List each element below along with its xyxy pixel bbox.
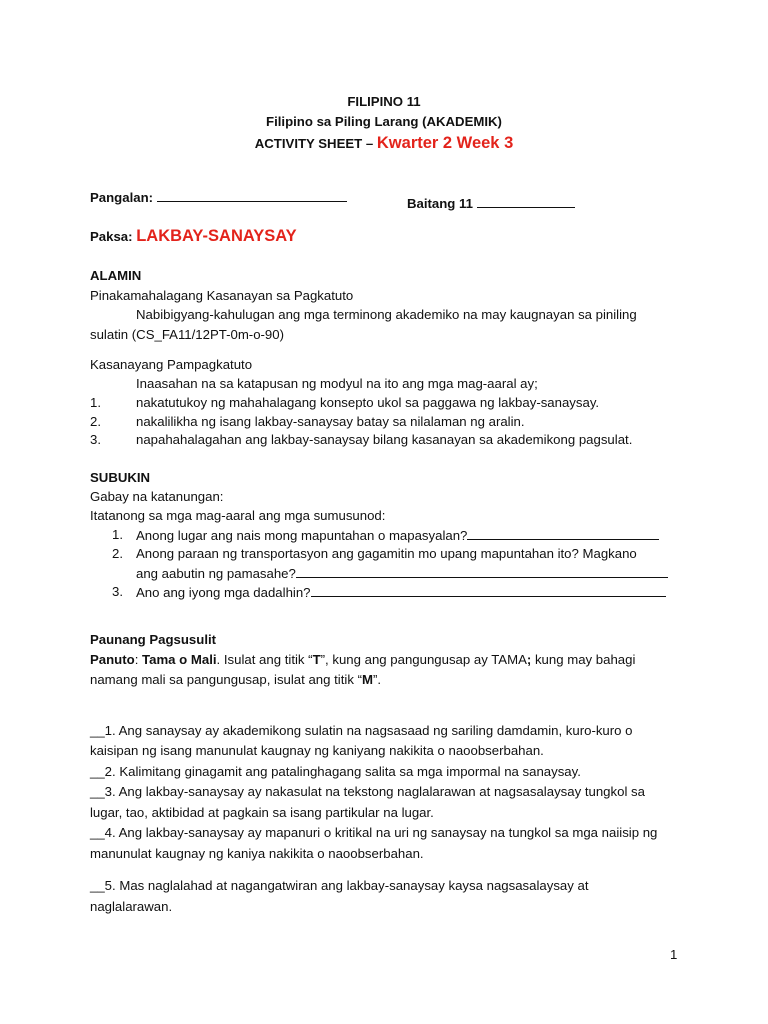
answer-line[interactable] xyxy=(311,584,666,597)
page-number: 1 xyxy=(670,947,678,962)
sheet-period: Kwarter 2 Week 3 xyxy=(376,134,514,152)
panuto-line2 xyxy=(90,672,381,687)
panuto-text-c: kung may bahagi xyxy=(531,652,636,667)
test-item-line: lugar, tao, aktibidad at pagkain sa isang partikular na lugar. xyxy=(90,805,434,820)
competency-line1: Nabibigyang-kahulugan ang mga terminong akademiko na may kaugnayan sa piniling xyxy=(136,307,637,322)
test-item-line: kaisipan ng isang manunulat kaugnay ng kaniyang nakikita o naoobserbahan. xyxy=(90,743,544,758)
grade-field xyxy=(407,195,575,211)
objective-number: 1. xyxy=(90,395,101,410)
subukin-instruction: Itatanong sa mga mag-aaral ang mga sumusunod: xyxy=(90,508,386,523)
subject-title: FILIPINO 11 xyxy=(347,94,421,109)
question-item xyxy=(136,565,668,581)
grade-label: Baitang 11 xyxy=(407,196,473,211)
panuto-tama-mali: Tama o Mali xyxy=(142,652,217,667)
sheet-label: ACTIVITY SHEET – xyxy=(254,136,377,151)
panuto-m: M xyxy=(361,672,373,687)
question-number: 2. xyxy=(112,546,123,561)
panuto-label: Panuto xyxy=(90,652,135,667)
test-item-line: naglalarawan. xyxy=(90,899,173,914)
question-text-cont: ang aabutin ng pamasahe? xyxy=(136,566,296,581)
test-item-line: __4. Ang lakbay-sanaysay ay mapanuri o kritikal na uri ng sanaysay na tungkol sa mga naiisip ng xyxy=(90,825,658,840)
panuto-text-2b: ”. xyxy=(372,672,382,687)
test-item-line: __1. Ang sanaysay ay akademikong sulatin na nagsasaad ng sariling damdamin, kuro-kuro o xyxy=(90,723,633,738)
question-number: 1. xyxy=(112,527,123,542)
question-number: 3. xyxy=(112,584,123,599)
question-text: Anong paraan ng transportasyon ang gagamitin mo upang mapuntahan ito? Magkano xyxy=(136,546,637,561)
panuto-sep: : xyxy=(134,652,143,667)
alamin-heading: ALAMIN xyxy=(90,268,142,283)
panuto-semicolon: ; xyxy=(526,652,532,667)
test-item-line: __3. Ang lakbay-sanaysay ay nakasulat na tekstong naglalarawan at nagsasalaysay tungkol sa xyxy=(90,784,645,799)
topic-label: Paksa: xyxy=(90,229,133,244)
test-item-line: manunulat kaugnay ng kaniya nakikita o naoobserbahan. xyxy=(90,846,424,861)
grade-input-line[interactable] xyxy=(477,195,575,208)
test-item-line: __5. Mas naglalahad at nagangatwiran ang lakbay-sanaysay kaysa nagsasalaysay at xyxy=(90,878,589,893)
skills-title: Kasanayang Pampagkatuto xyxy=(90,357,253,372)
question-item xyxy=(136,584,666,600)
name-field xyxy=(90,189,347,205)
panuto-line1 xyxy=(90,652,635,667)
panuto-text-b: ”, kung ang pangungusap ay TAMA xyxy=(320,652,527,667)
competency-line2: sulatin (CS_FA11/12PT-0m-o-90) xyxy=(90,327,284,342)
question-item xyxy=(136,527,659,543)
test-item-line: __2. Kalimitang ginagamit ang patalinghagang salita sa mga impormal na sanaysay. xyxy=(90,764,581,779)
panuto-text-2a: namang mali sa pangungusap, isulat ang titik “ xyxy=(90,672,362,687)
name-label: Pangalan: xyxy=(90,190,154,205)
sheet-title xyxy=(0,134,768,153)
objective-text: nakatutukoy ng mahahalagang konsepto ukol sa paggawa ng lakbay-sanaysay. xyxy=(136,395,600,410)
question-text: Anong lugar ang nais mong mapuntahan o mapasyalan? xyxy=(136,528,468,543)
question-text: Ano ang iyong mga dadalhin? xyxy=(136,585,311,600)
topic-value: LAKBAY-SANAYSAY xyxy=(136,227,297,245)
objective-text: napahahalagahan ang lakbay-sanaysay bilang kasanayan sa akademikong pagsulat. xyxy=(136,432,633,447)
answer-line[interactable] xyxy=(467,527,659,540)
panuto-text-a: . Isulat ang titik “ xyxy=(216,652,313,667)
topic-field xyxy=(90,227,297,246)
subukin-heading: SUBUKIN xyxy=(90,470,151,485)
competency-title: Pinakamahalagang Kasanayan sa Pagkatuto xyxy=(90,288,354,303)
skills-intro: Inaasahan na sa katapusan ng modyul na ito ang mga mag-aaral ay; xyxy=(136,376,538,391)
answer-line[interactable] xyxy=(296,565,668,578)
panuto-t: T xyxy=(312,652,321,667)
name-input-line[interactable] xyxy=(157,189,347,202)
course-title: Filipino sa Piling Larang (AKADEMIK) xyxy=(266,114,502,129)
pagsusulit-heading: Paunang Pagsusulit xyxy=(90,632,217,647)
objective-text: nakalilikha ng isang lakbay-sanaysay batay sa nilalaman ng aralin. xyxy=(136,414,525,429)
guide-label: Gabay na katanungan: xyxy=(90,489,224,504)
objective-number: 3. xyxy=(90,432,101,447)
objective-number: 2. xyxy=(90,414,101,429)
